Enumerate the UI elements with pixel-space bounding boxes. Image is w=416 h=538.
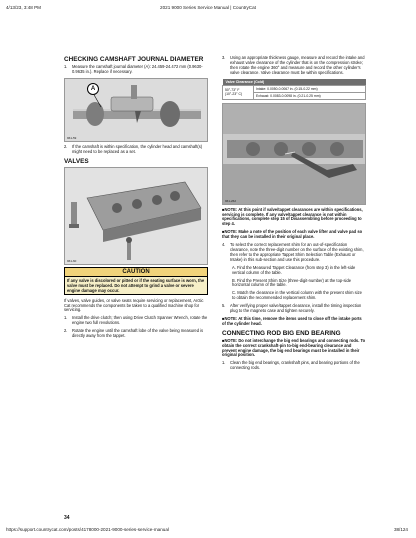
note-intake-ports: ■NOTE: At this time, remove the items used to close off the intake ports of the cylinder head.	[222, 315, 362, 326]
step-rotate-engine: 2. Rotate the engine until the camshaft lobe of the valve being measured is directly away from the tappet.	[64, 329, 208, 339]
step-camshaft-spec: 2. If the camshaft is within specification, the cylinder head and camshaft(s) might need to be replaced as a set.	[64, 145, 208, 155]
intake-clearance: Intake: 0.0050-0.0067 in. (0.15-0.22 mm)	[254, 85, 366, 92]
step-text: To select the correct replacement shim for an out-of-specification clearance, note the three-digit number on the surface of the existing shim, then refer to the appropriate Tappet Shim Selection Table (Exhaust or Intake) in this sub-section and use this procedure.	[230, 242, 364, 262]
manual-page	[64, 56, 370, 521]
step-text: Using an appropriate thickness gauge, measure and record the intake and exhaust valve clearance of the cylinder that is on the compression stroke; then rotate the engine 360° and measure and record the other cylinder's valve clearance. Valve clearance must be within specifications.	[230, 55, 365, 75]
heading-valves: VALVES	[64, 157, 89, 165]
step-text: After verifying proper valve/tappet clearance, install the timing inspection plug to the magneto case and tighten securely.	[230, 303, 362, 314]
step-select-shim: 4. To select the correct replacement shim for an out-of-specification clearance, note the three-digit number on the surface of the existing shim, then refer to the appropriate Tappet Shim Selection Table (Exhaust or Intake) in this sub-section and use this procedure.	[222, 243, 366, 263]
right-column	[222, 56, 366, 374]
step-text: Clean the big end bearings, crankshaft pins, and bearing portions of the connecting rods.	[230, 360, 360, 371]
note-bearings: ■NOTE: Do not interchange the big end bearings and connecting rods. To obtain the correct crankshaft-pin to-big end-bearing clearance and prevent engine damage, the big end bearings must be installed in their original position.	[222, 337, 366, 358]
heading-connecting-rod: CONNECTING ROD BIG END BEARING	[222, 329, 341, 337]
substep-a: A. Find the Measured Tappet Clearance (from step 3) in the left-side vertical column of the table.	[232, 264, 356, 275]
figure-id: 961-262	[225, 198, 237, 203]
table-title: Valve Clearance (Cold)	[223, 79, 366, 86]
step-text: Install the drive clutch; then using Drive Clutch Spanner Wrench, rotate the engine two full revolutions.	[72, 315, 208, 326]
valves-photo	[64, 167, 208, 265]
heading-camshaft-journal: CHECKING CAMSHAFT JOURNAL DIAMETER	[64, 56, 204, 63]
browser-page-title: 2021 9000 Series Service Manual | CountryCat	[160, 5, 256, 10]
note-clearance-complete: ■NOTE: At this point if valve/tappet clearances are within specifications, servicing is complete. If any valve/tappet clearance is not within specifications, complete step 15 of Disassembling before proceeding to step 4.	[222, 206, 363, 227]
step-clean-bearings: 1. Clean the big end bearings, crankshaft pins, and bearing portions of the connecting rods.	[222, 361, 366, 371]
step-measure-journal: 1. Measure the camshaft journal diameter (A): 24.459-24.472 mm (0.9630-0.9635 in.). Replace if necessary.	[64, 65, 208, 75]
left-column	[64, 56, 208, 342]
valve-service-paragraph: If valves, valve guides, or valve seats require servicing or replacement, Arctic Cat recommends the components be taken to a qualified machine shop for servicing.	[64, 297, 204, 313]
feeler-gauge-photo	[222, 103, 366, 205]
substep-c: C. Match the clearance in the vertical column with the present shim size to obtain the recommended replacement shim.	[232, 290, 362, 301]
browser-page-count: 38/124	[393, 527, 408, 532]
cylinder-head-illustration	[65, 168, 208, 264]
caution-box	[64, 267, 208, 295]
temperature-cell: 50°-73° F (10°-23° C)	[223, 85, 254, 99]
browser-datetime: 4/13/23, 3:48 PM	[6, 5, 41, 10]
page-number: 34	[64, 515, 70, 521]
step-text: If the camshaft is within specification, the cylinder head and camshaft(s) might need to be replaced as a set.	[72, 143, 203, 154]
exhaust-clearance: Exhaust: 0.0083-0.0098 in. (0.21-0.25 mm)	[254, 92, 366, 99]
step-measure-clearance: 3. Using an appropriate thickness gauge, measure and record the intake and exhaust valve clearance of the cylinder that is on the compression stroke; then rotate the engine 360° and measure and record the other cylinder's valve clearance. Valve clearance must be within specifications.	[222, 55, 365, 75]
valve-clearance-table	[222, 79, 366, 100]
step-install-clutch: 1. Install the drive clutch; then using Drive Clutch Spanner Wrench, rotate the engine two full revolutions.	[64, 315, 208, 326]
callout-a: A	[87, 83, 99, 95]
substep-b: B. Find the Present Shim Size (three-digit-number) at the top-side horizontal column of the table.	[232, 277, 352, 288]
caution-text: If any valve is discolored or pitted or if the seating surface is worn, the valve must be replaced. Do not attempt to grind a valve or severe engine damage may occur.	[65, 277, 207, 294]
feeler-gauge-illustration	[223, 104, 366, 204]
note-lifter-position: ■NOTE: Make a note of the position of each valve lifter and valve pad so that they can be installed in their original place.	[222, 229, 363, 240]
figure-id: 961-59	[67, 135, 77, 140]
caution-title: CAUTION	[65, 268, 207, 277]
figure-id: 961-60	[67, 258, 77, 263]
step-text: Rotate the engine until the camshaft lobe of the valve being measured is directly away from the tappet.	[72, 328, 204, 339]
step-install-plug: 5. After verifying proper valve/tappet clearance, install the timing inspection plug to the magneto case and tighten securely.	[222, 304, 366, 314]
browser-url: https://support.countrycat.com/posts/4178000-2021-9000-series-service-manual	[6, 527, 169, 532]
camshaft-photo	[64, 78, 208, 142]
step-text: Measure the camshaft journal diameter (A): 24.459-24.472 mm (0.9630-0.9635 in.). Replace if necessary.	[72, 64, 203, 74]
